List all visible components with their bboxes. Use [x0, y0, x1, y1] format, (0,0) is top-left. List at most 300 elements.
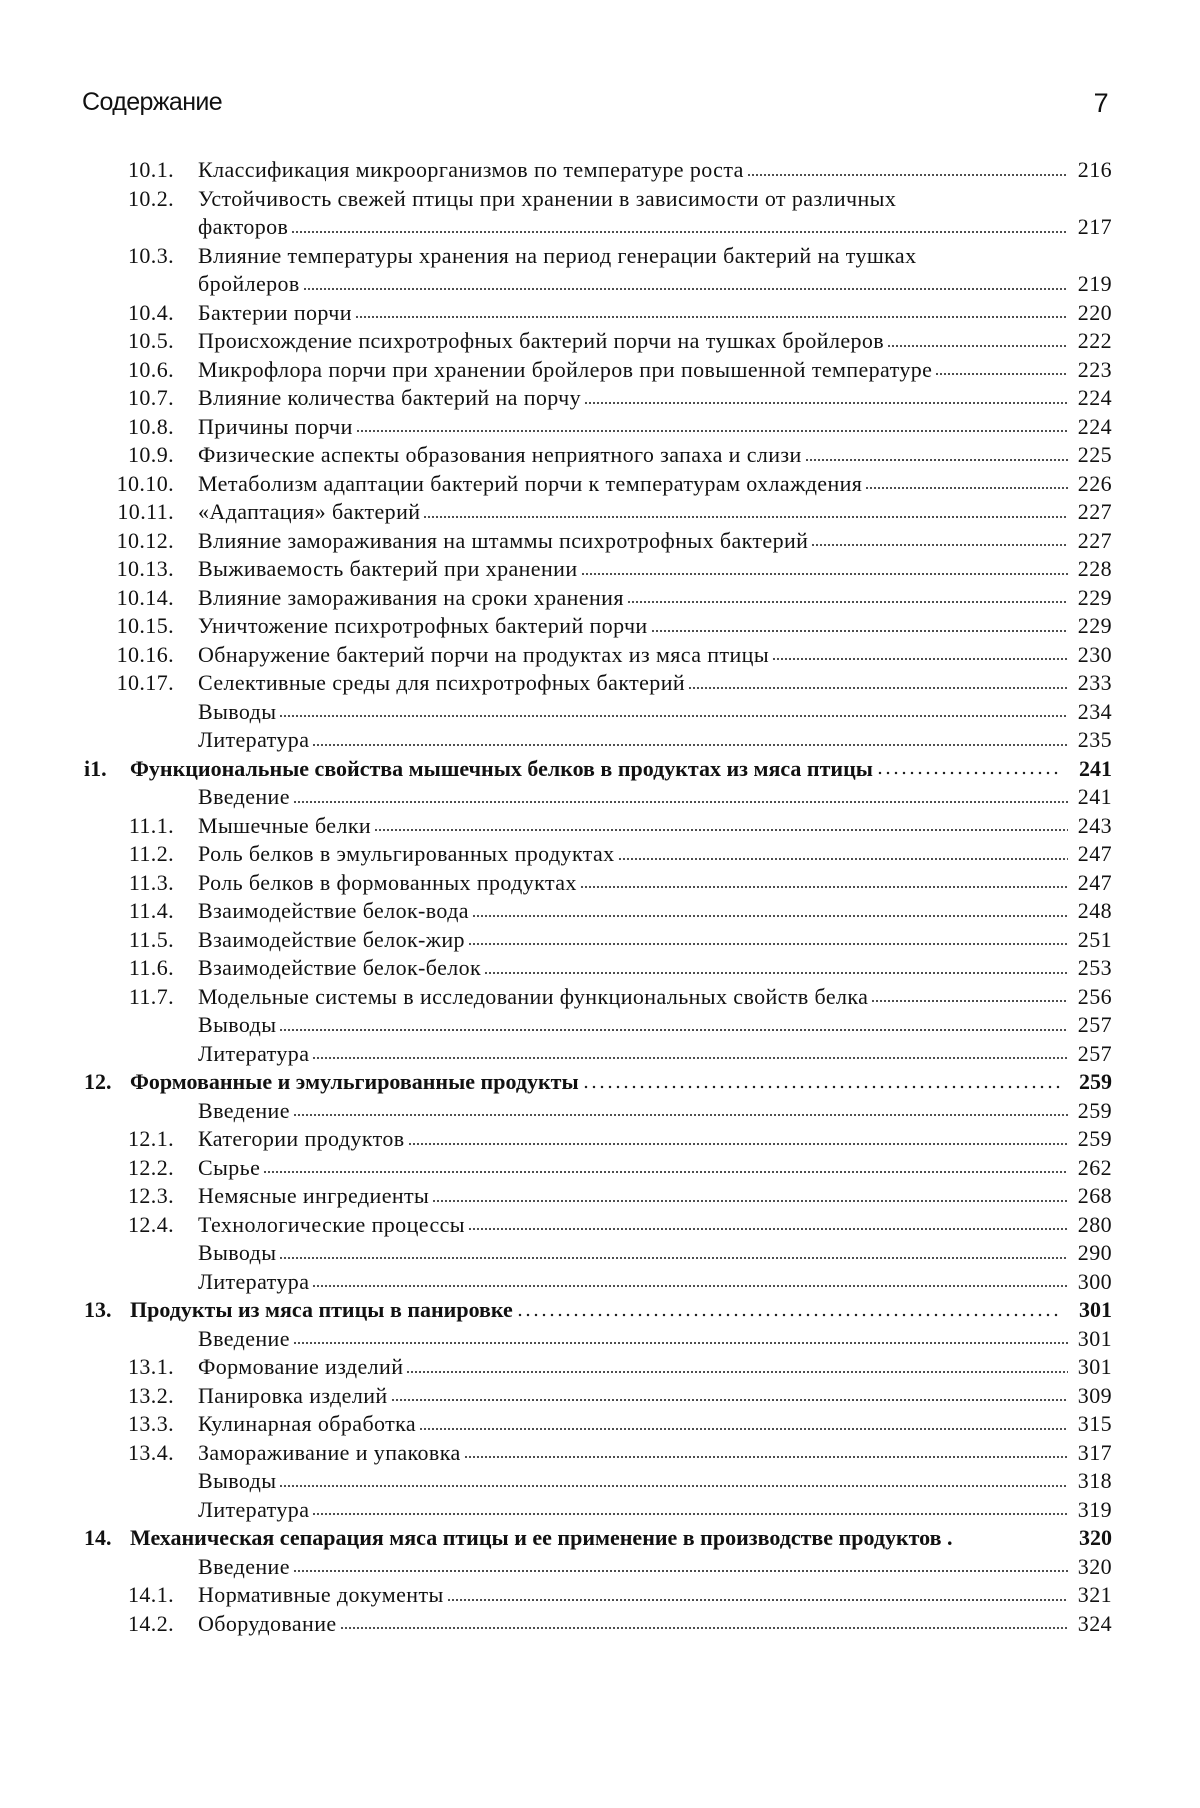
dot-leader — [432, 1198, 1068, 1204]
toc-entry-line — [198, 1239, 1070, 1268]
running-header — [82, 88, 1108, 124]
toc-entry-body — [198, 612, 1070, 641]
toc-entry-body — [198, 1410, 1070, 1439]
toc-entry-line — [198, 1268, 1070, 1297]
dot-leader — [312, 1283, 1068, 1289]
toc-section-entry — [82, 869, 1112, 898]
toc-entry-body — [198, 840, 1070, 869]
toc-entry-body — [198, 869, 1070, 898]
dot-leader — [279, 1483, 1068, 1489]
toc-entry-body — [198, 384, 1070, 413]
toc-entry-line — [198, 1211, 1070, 1240]
toc-entry-title: Формование изделий — [198, 1354, 404, 1379]
toc-entry-page: 230 — [1072, 641, 1112, 670]
toc-entry-page: 324 — [1072, 1610, 1112, 1639]
toc-entry-page: 301 — [1068, 1296, 1112, 1325]
toc-entry-title: Функциональные свойства мышечных белков в продуктах из мяса птицы — [130, 755, 873, 781]
toc-entry-line — [198, 698, 1070, 727]
toc-entry-body — [198, 1211, 1070, 1240]
toc-entry-title: Литература — [198, 1268, 310, 1294]
toc-entry-page: 226 — [1072, 470, 1112, 499]
toc-entry-title: Причины порчи — [198, 413, 353, 439]
toc-section-entry — [82, 1040, 1112, 1069]
dot-leader — [279, 1255, 1068, 1261]
toc-entry-page: 315 — [1072, 1410, 1112, 1439]
toc-entry-body — [198, 185, 1070, 242]
toc-entry-title: Продукты из мяса птицы в панировке — [130, 1297, 513, 1322]
toc-entry-title: Литература — [198, 1496, 310, 1522]
toc-entry-number: 10.12. — [116, 527, 174, 553]
toc-entry-title: Введение — [198, 1325, 290, 1351]
dot-leader — [293, 1340, 1068, 1346]
toc-entry-page: 217 — [1072, 213, 1112, 242]
dot-leader — [468, 1226, 1068, 1232]
toc-chapter-entry — [82, 1068, 1112, 1097]
toc-section-entry — [82, 726, 1112, 755]
toc-entry-line — [198, 1382, 1070, 1411]
toc-entry-title: Мышечные белки — [198, 812, 372, 838]
dot-leader — [312, 742, 1068, 748]
dot-leader — [279, 1027, 1068, 1033]
toc-entry-number: 14.2. — [128, 1610, 174, 1636]
toc-entry-line — [198, 897, 1070, 926]
toc-entry-page: 309 — [1072, 1382, 1112, 1411]
toc-entry-line — [198, 356, 1070, 385]
toc-entry-page: 257 — [1072, 1011, 1112, 1040]
toc-entry-number: 10.5. — [128, 328, 174, 353]
header-title: Содержание — [82, 88, 223, 116]
dot-leader — [484, 970, 1068, 976]
toc-entry-body — [198, 1040, 1070, 1069]
toc-entry-page: 280 — [1072, 1211, 1112, 1240]
toc-entry-body — [198, 726, 1070, 755]
toc-entry-number: 13.1. — [128, 1354, 174, 1379]
toc-section-entry — [82, 1353, 1112, 1382]
toc-entry-page: 241 — [1072, 783, 1112, 812]
toc-section-entry — [82, 242, 1112, 299]
toc-entry-title: Панировка изделий — [198, 1382, 388, 1408]
dot-leader — [374, 827, 1068, 833]
toc-entry-number: 13. — [84, 1297, 112, 1322]
toc-entry-line — [198, 270, 1070, 299]
toc-entry-page: 222 — [1072, 327, 1112, 356]
toc-entry-line — [198, 612, 1070, 641]
toc-entry-body — [198, 327, 1070, 356]
toc-section-entry — [82, 1211, 1112, 1240]
toc-section-entry — [82, 1553, 1112, 1582]
toc-entry-line — [198, 983, 1070, 1012]
toc-entry-body — [198, 1239, 1070, 1268]
toc-entry-number: 11.2. — [128, 841, 174, 866]
toc-entry-title: Выводы — [198, 1240, 277, 1265]
toc-entry-title: факторов — [198, 214, 289, 239]
toc-section-entry — [82, 1467, 1112, 1496]
toc-entry-title: Уничтожение психротрофных бактерий порчи — [198, 613, 648, 638]
dot-leader — [291, 229, 1068, 235]
dot-leader — [472, 913, 1068, 919]
toc-entry-line — [198, 527, 1070, 556]
toc-entry-number: 10.16. — [116, 641, 174, 667]
dot-leader — [312, 1511, 1068, 1517]
toc-entry-line — [198, 1439, 1070, 1468]
toc-entry-title: Обнаружение бактерий порчи на продуктах из мяса птицы — [198, 641, 770, 667]
toc-entry-number: 12.2. — [128, 1154, 174, 1180]
toc-entry-title: Селективные среды для психротрофных бактерий — [198, 670, 686, 695]
toc-entry-title: Замораживание и упаковка — [198, 1439, 461, 1465]
toc-entry-page: 225 — [1072, 441, 1112, 470]
dot-leader — [516, 1312, 1062, 1318]
toc-entry-page: 216 — [1072, 156, 1112, 185]
toc-entry-title: Взаимодействие белок-белок — [198, 955, 482, 980]
toc-entry-line — [198, 327, 1070, 356]
toc-entry-line — [198, 584, 1070, 613]
toc-entry-body — [130, 755, 1064, 784]
toc-entry-body — [130, 1524, 1064, 1553]
toc-entry-page: 257 — [1072, 1040, 1112, 1069]
toc-entry-line — [198, 1182, 1070, 1211]
toc-section-entry — [82, 812, 1112, 841]
toc-entry-line — [198, 1011, 1070, 1040]
dot-leader — [580, 884, 1068, 890]
toc-section-entry — [82, 1382, 1112, 1411]
dot-leader — [423, 514, 1068, 520]
toc-entry-line — [198, 555, 1070, 584]
toc-entry-line — [198, 812, 1070, 841]
toc-section-entry — [82, 584, 1112, 613]
toc-entry-body — [198, 299, 1070, 328]
toc-entry-line — [198, 1581, 1070, 1610]
toc-entry-number: 11.3. — [128, 869, 174, 895]
toc-entry-body — [198, 555, 1070, 584]
toc-entry-page: 320 — [1072, 1553, 1112, 1582]
toc-section-entry — [82, 926, 1112, 955]
toc-entry-title: «Адаптация» бактерий — [198, 499, 421, 524]
toc-entry-body — [198, 926, 1070, 955]
dot-leader — [419, 1426, 1068, 1432]
toc-entry-number: 11.7. — [128, 983, 174, 1009]
toc-entry-body — [130, 1068, 1064, 1097]
toc-entry-line — [198, 213, 1070, 242]
toc-entry-line — [198, 1097, 1070, 1126]
toc-entry-line — [198, 1553, 1070, 1582]
toc-entry-page: 253 — [1072, 954, 1112, 983]
toc-entry-line — [198, 1125, 1070, 1154]
toc-entry-title: Нормативные документы — [198, 1582, 444, 1607]
toc-section-entry — [82, 641, 1112, 670]
toc-entry-title: Происхождение психротрофных бактерий порчи на тушках бройлеров — [198, 328, 885, 353]
toc-entry-line — [198, 840, 1070, 869]
toc-entry-body — [198, 498, 1070, 527]
toc-entry-body — [198, 897, 1070, 926]
toc-section-entry — [82, 1610, 1112, 1639]
toc-section-entry — [82, 327, 1112, 356]
toc-entry-number: 10.10. — [116, 470, 174, 496]
toc-section-entry — [82, 1125, 1112, 1154]
dot-leader — [805, 457, 1068, 463]
toc-entry-body — [198, 698, 1070, 727]
dot-leader — [468, 941, 1068, 947]
toc-entry-title: Введение — [198, 1097, 290, 1123]
toc-entry-title: Механическая сепарация мяса птицы и ее применение в производстве продуктов . — [130, 1525, 953, 1550]
dot-leader — [618, 856, 1068, 862]
toc-entry-title: Классификация микроорганизмов по температуре роста — [198, 157, 744, 182]
toc-entry-line — [198, 156, 1070, 185]
toc-entry-number: 13.4. — [128, 1439, 174, 1465]
toc-entry-line — [198, 441, 1070, 470]
toc-entry-body — [198, 1496, 1070, 1525]
toc-section-entry — [82, 384, 1112, 413]
toc-entry-title: Выживаемость бактерий при хранении — [198, 556, 578, 581]
toc-entry-line — [198, 470, 1070, 499]
toc-entry-body — [198, 1553, 1070, 1582]
toc-entry-page: 235 — [1072, 726, 1112, 755]
toc-entry-line — [198, 669, 1070, 698]
toc-entry-number: 10.17. — [116, 670, 174, 695]
toc-section-entry — [82, 1239, 1112, 1268]
toc-entry-page: 259 — [1072, 1097, 1112, 1126]
toc-section-entry — [82, 1496, 1112, 1525]
toc-entry-title: бройлеров — [198, 271, 300, 296]
toc-entry-page: 228 — [1072, 555, 1112, 584]
toc-entry-title: Влияние замораживания на штаммы психротрофных бактерий — [198, 527, 809, 553]
toc-entry-body — [198, 983, 1070, 1012]
toc-entry-title: Формованные и эмульгированные продукты — [130, 1069, 579, 1094]
dot-leader — [627, 599, 1068, 605]
toc-entry-body — [198, 413, 1070, 442]
toc-entry-page: 320 — [1068, 1524, 1112, 1553]
toc-section-entry — [82, 612, 1112, 641]
toc-section-entry — [82, 470, 1112, 499]
toc-entry-body — [198, 356, 1070, 385]
toc-entry-title: Роль белков в эмульгированных продуктах — [198, 841, 615, 866]
toc-section-entry — [82, 698, 1112, 727]
toc-entry-line — [198, 1467, 1070, 1496]
dot-leader — [887, 343, 1068, 349]
toc-entry-title: Взаимодействие белок-жир — [198, 926, 465, 952]
toc-entry-number: 11.6. — [128, 955, 174, 980]
toc-entry-line — [198, 1154, 1070, 1183]
toc-entry-line — [198, 384, 1070, 413]
toc-entry-number: 10.9. — [128, 442, 174, 467]
toc-entry-line — [130, 1524, 1064, 1553]
toc-section-entry — [82, 897, 1112, 926]
toc-entry-line — [198, 1496, 1070, 1525]
toc-entry-line — [130, 1068, 1064, 1097]
toc-entry-page: 319 — [1072, 1496, 1112, 1525]
dot-leader — [408, 1141, 1068, 1147]
toc-entry-number: 12.4. — [128, 1211, 174, 1237]
dot-leader — [340, 1625, 1068, 1631]
toc-entry-body — [198, 669, 1070, 698]
toc-entry-page: 317 — [1072, 1439, 1112, 1468]
dot-leader — [355, 314, 1068, 320]
toc-entry-body — [198, 954, 1070, 983]
dot-leader — [303, 286, 1068, 292]
dot-leader — [293, 799, 1068, 805]
toc-entry-line — [198, 1353, 1070, 1382]
toc-section-entry — [82, 669, 1112, 698]
dot-leader — [581, 571, 1069, 577]
toc-entry-title: Влияние количества бактерий на порчу — [198, 385, 582, 410]
toc-section-entry — [82, 441, 1112, 470]
toc-entry-page: 247 — [1072, 840, 1112, 869]
toc-entry-number: 10.14. — [116, 584, 174, 610]
toc-section-entry — [82, 1325, 1112, 1354]
toc-entry-body — [198, 527, 1070, 556]
toc-section-entry — [82, 498, 1112, 527]
dot-leader — [747, 172, 1068, 178]
toc-entry-body — [198, 1325, 1070, 1354]
toc-entry-body — [198, 1353, 1070, 1382]
dot-leader — [312, 1055, 1068, 1061]
toc-entry-number: 11.5. — [128, 926, 174, 952]
toc-entry-title: Сырье — [198, 1154, 261, 1180]
toc-entry-page: 248 — [1072, 897, 1112, 926]
toc-chapter-entry — [82, 755, 1112, 784]
toc-entry-body — [198, 1581, 1070, 1610]
toc-entry-body — [198, 783, 1070, 812]
toc-entry-page: 259 — [1072, 1125, 1112, 1154]
toc-entry-line — [198, 498, 1070, 527]
toc-section-entry — [82, 954, 1112, 983]
toc-entry-page: 247 — [1072, 869, 1112, 898]
toc-entry-line — [198, 413, 1070, 442]
dot-leader — [871, 998, 1068, 1004]
dot-leader — [865, 485, 1068, 491]
toc-entry-number: 10.13. — [116, 556, 174, 581]
dot-leader — [391, 1397, 1068, 1403]
dot-leader — [293, 1568, 1068, 1574]
dot-leader — [356, 428, 1068, 434]
toc-entry-number: 10.1. — [128, 157, 174, 182]
toc-entry-number: 13.2. — [128, 1382, 174, 1408]
toc-entry-body — [198, 1439, 1070, 1468]
toc-entry-page: 290 — [1072, 1239, 1112, 1268]
toc-entry-title: Введение — [198, 784, 290, 809]
toc-entry-title: Физические аспекты образования неприятного запаха и слизи — [198, 442, 802, 467]
toc-entry-page: 259 — [1068, 1068, 1112, 1097]
toc-entry-number: 14.1. — [128, 1582, 174, 1607]
toc-entry-title-line1: Устойчивость свежей птицы при хранении в зависимости от различных — [198, 185, 897, 211]
toc-entry-page: 301 — [1072, 1353, 1112, 1382]
toc-entry-page: 301 — [1072, 1325, 1112, 1354]
dot-leader — [293, 1112, 1068, 1118]
dot-leader — [876, 770, 1062, 776]
toc-entry-page: 223 — [1072, 356, 1112, 385]
toc-entry-line — [198, 1410, 1070, 1439]
toc-entry-body — [198, 812, 1070, 841]
dot-leader — [811, 542, 1068, 548]
toc-entry-title: Модельные системы в исследовании функциональных свойств белка — [198, 983, 869, 1009]
toc-entry-number: 11.4. — [128, 898, 174, 923]
toc-entry-number: 10.6. — [128, 356, 174, 382]
toc-entry-body — [198, 156, 1070, 185]
toc-entry-number: 12. — [84, 1069, 112, 1094]
toc-entry-title-line1: Влияние температуры хранения на период генерации бактерий на тушках — [198, 242, 917, 268]
dot-leader — [263, 1169, 1068, 1175]
toc-entry-line — [130, 755, 1064, 784]
toc-entry-page: 321 — [1072, 1581, 1112, 1610]
toc-entry-page: 262 — [1072, 1154, 1112, 1183]
toc-section-entry — [82, 983, 1112, 1012]
dot-leader — [279, 713, 1068, 719]
dot-leader — [464, 1454, 1068, 1460]
toc-section-entry — [82, 156, 1112, 185]
dot-leader — [582, 1084, 1062, 1090]
toc-entry-line — [198, 1040, 1070, 1069]
dot-leader — [772, 656, 1068, 662]
toc-entry-body — [130, 1296, 1064, 1325]
toc-entry-page: 229 — [1072, 584, 1112, 613]
page-number: 7 — [1093, 88, 1108, 118]
toc-entry-number: 10.7. — [128, 385, 174, 410]
toc-entry-title: Микрофлора порчи при хранении бройлеров при повышенной температуре — [198, 356, 933, 382]
toc-entry-title: Влияние замораживания на сроки хранения — [198, 584, 624, 610]
dot-leader — [935, 371, 1068, 377]
dot-leader — [447, 1597, 1068, 1603]
toc-entry-body — [198, 1268, 1070, 1297]
toc-entry-body — [198, 242, 1070, 299]
toc-section-entry — [82, 1268, 1112, 1297]
toc-entry-number: 10.8. — [128, 413, 174, 439]
toc-entry-page: 300 — [1072, 1268, 1112, 1297]
toc-entry-title: Взаимодействие белок-вода — [198, 898, 469, 923]
toc-entry-title: Категории продуктов — [198, 1126, 405, 1151]
toc-entry-body — [198, 1154, 1070, 1183]
toc-section-entry — [82, 783, 1112, 812]
toc-section-entry — [82, 1011, 1112, 1040]
toc-entry-page: 268 — [1072, 1182, 1112, 1211]
toc-entry-page: 318 — [1072, 1467, 1112, 1496]
toc-entry-page: 219 — [1072, 270, 1112, 299]
toc-entry-number: 10.11. — [117, 499, 174, 524]
toc-entry-number: 11.1. — [128, 812, 174, 838]
toc-entry-title: Литература — [198, 1040, 310, 1066]
toc-entry-line — [198, 1325, 1070, 1354]
toc-entry-line — [198, 641, 1070, 670]
toc-entry-line — [198, 783, 1070, 812]
toc-entry-page: 243 — [1072, 812, 1112, 841]
toc-chapter-entry — [82, 1296, 1112, 1325]
dot-leader — [688, 685, 1068, 691]
toc-entry-line — [198, 1610, 1070, 1639]
toc-entry-page: 227 — [1072, 527, 1112, 556]
toc-section-entry — [82, 1097, 1112, 1126]
dot-leader — [584, 400, 1068, 406]
toc-entry-title: Литература — [198, 727, 310, 752]
toc-section-entry — [82, 185, 1112, 242]
toc-entry-body — [198, 470, 1070, 499]
toc-section-entry — [82, 1581, 1112, 1610]
toc-entry-page: 233 — [1072, 669, 1112, 698]
toc-entry-number: 10.15. — [116, 613, 174, 638]
table-of-contents — [82, 156, 1112, 1638]
toc-entry-page: 224 — [1072, 384, 1112, 413]
toc-entry-title: Роль белков в формованных продуктах — [198, 869, 577, 895]
toc-entry-title: Немясные ингредиенты — [198, 1183, 430, 1208]
toc-entry-line — [198, 926, 1070, 955]
toc-section-entry — [82, 299, 1112, 328]
toc-entry-line — [130, 1296, 1064, 1325]
toc-entry-title: Метаболизм адаптации бактерий порчи к температурам охлаждения — [198, 470, 863, 496]
toc-entry-title: Технологические процессы — [198, 1211, 465, 1237]
toc-section-entry — [82, 1410, 1112, 1439]
toc-section-entry — [82, 1439, 1112, 1468]
toc-entry-title: Выводы — [198, 1012, 277, 1037]
toc-entry-body — [198, 1610, 1070, 1639]
toc-entry-line — [198, 726, 1070, 755]
toc-section-entry — [82, 1182, 1112, 1211]
